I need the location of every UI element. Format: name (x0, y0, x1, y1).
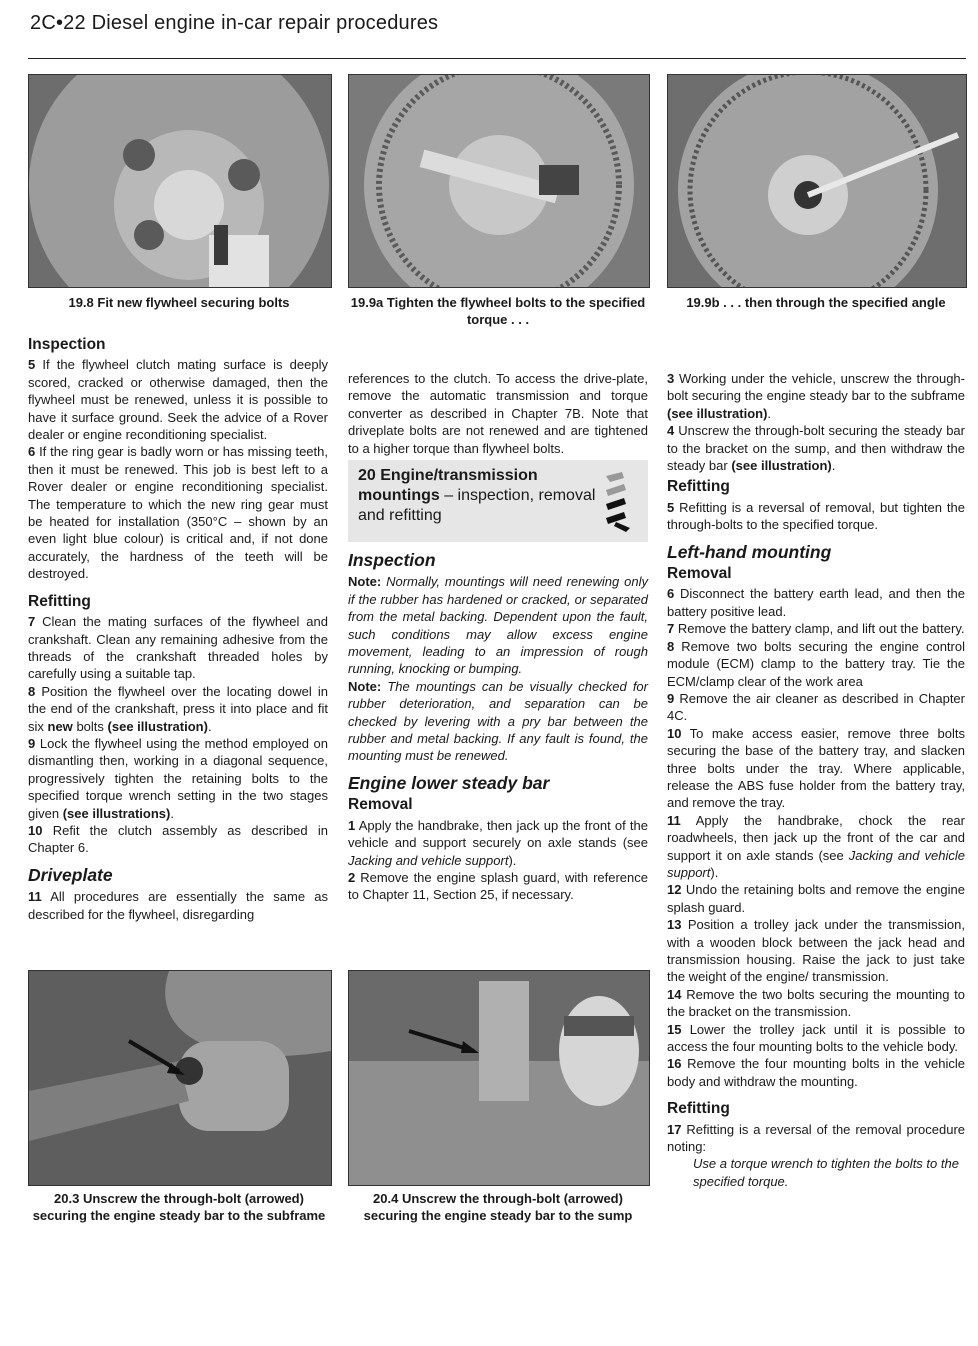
heading-refitting: Refitting (28, 592, 91, 610)
paragraph-20-8: 8 Remove two bolts securing the engine control module (ECM) clamp to the battery tray. Tie the ECM/clamp clear of the work area (667, 638, 965, 689)
caption-20-4: 20.4 Unscrew the through-bolt (arrowed) securing the engine steady bar to the sump (363, 1191, 633, 1223)
text-column-3 (667, 370, 965, 1190)
heading-inspection: Inspection (28, 336, 106, 353)
paragraph-20-6: 6 Disconnect the battery earth lead, and then the battery positive lead. (667, 586, 965, 619)
paragraph-20-7: 7 Remove the battery clamp, and lift out the battery. (667, 621, 965, 637)
heading-inspection-20: Inspection (348, 550, 436, 570)
paragraph-20-11: 11 Apply the handbrake, chock the rear roadwheels, then jack up the front of the car and support it on axle stands (see Jacking and vehicle support). (667, 812, 965, 880)
steady-bar-sump-photo-icon (348, 970, 650, 1186)
paragraph-20-4: 4 Unscrew the through-bolt securing the steady bar to the bracket on the sump, and then withdraw the steady bar (see illustration). (667, 423, 965, 474)
paragraph-11: 11 All procedures are essentially the same as described for the flywheel, disregarding (28, 889, 328, 922)
paragraph-5: 5 If the flywheel clutch mating surface is deeply scored, cracked or otherwise damaged, then the flywheel must be renewed, unless it is possible to have it surface ground. Seek the advice of a Rover dealer or engine reconditioning specialist. (28, 357, 328, 443)
difficulty-spanner-icon (602, 470, 634, 532)
paragraph-20-17-note: Use a torque wrench to tighten the bolts to the specified torque. (693, 1156, 959, 1189)
note-1: Note: Normally, mountings will need renewing only if the rubber has hardened or cracked, or separated from the metal backing. Dependent upon the fault, such conditions may allow excess engine movement, leading to an impression of rough running, knocking or bumping. (348, 574, 648, 677)
caption-19-9a: 19.9a Tighten the flywheel bolts to the specified torque . . . (350, 295, 646, 327)
section-20-header (348, 460, 648, 542)
paragraph-11-continued: references to the clutch. To access the drive-plate, remove the automatic transmission and torque converter as described in Chapter 7B. Note that driveplate bolts are not renewed and are tightened to a higher torque than flywheel bolts. (348, 371, 648, 456)
paragraph-20-10: 10 To make access easier, remove three bolts securing the base of the battery tray, and slacken three bolts under the tray. Where applicable, release the ABS fuse holder from the battery tray, and remove the tray. (667, 725, 965, 811)
paragraph-20-13: 13 Position a trolley jack under the transmission, with a wooden block between the jack head and transmission housing. Raise the jack to just take the weight of the engine/ transmission. (667, 917, 965, 985)
paragraph-10: 10 Refit the clutch assembly as described in Chapter 6. (28, 822, 328, 856)
section-20-title: 20 Engine/transmission mountings – inspection, removal and refitting (358, 467, 596, 524)
flywheel-bolt-photo-icon (28, 74, 332, 288)
flywheel-torque-photo-icon (348, 74, 650, 288)
steady-bar-subframe-photo-icon (28, 970, 332, 1186)
paragraph-20-3: 3 Working under the vehicle, unscrew the through-bolt securing the engine steady bar to the subframe (see illustration). (667, 371, 965, 421)
paragraph-20-5: 5 Refitting is a reversal of removal, but tighten the through-bolts to the specified torque. (667, 499, 965, 533)
paragraph-7: 7 Clean the mating surfaces of the flywheel and crankshaft. Clean any remaining adhesive from the threads of the crankshaft threaded holes by carefully using a suitable tap. (28, 614, 328, 682)
paragraph-20-12: 12 Undo the retaining bolts and remove the engine splash guard. (667, 882, 965, 915)
text-column-1 (28, 336, 328, 923)
header-rule (28, 58, 966, 59)
paragraph-20-14: 14 Remove the two bolts securing the mounting to the bracket on the transmission. (667, 986, 965, 1020)
heading-removal-left: Removal (667, 565, 732, 583)
heading-removal: Removal (348, 796, 413, 814)
caption-19-8: 19.8 Fit new flywheel securing bolts (68, 295, 290, 310)
heading-left-hand-mounting: Left-hand mounting (667, 541, 832, 562)
heading-lower-steady-bar: Engine lower steady bar (348, 772, 550, 793)
caption-20-3: 20.3 Unscrew the through-bolt (arrowed) securing the engine steady bar to the subframe (32, 1191, 326, 1223)
paragraph-9: 9 Lock the flywheel using the method employed on dismantling then, working in a diagonal sequence, progressively tighten the retaining bolts to the specified torque wrench setting in the two stages given (see illustrations). (28, 735, 328, 821)
heading-driveplate: Driveplate (28, 864, 113, 885)
page-header: 2C•22 Diesel engine in-car repair procedures (30, 12, 439, 34)
paragraph-20-17: 17 Refitting is a reversal of the removal procedure noting: (667, 1121, 965, 1155)
paragraph-20-16: 16 Remove the four mounting bolts in the vehicle body and withdraw the mounting. (667, 1056, 965, 1089)
paragraph-20-2: 2 Remove the engine splash guard, with reference to Chapter 11, Section 25, if necessary. (348, 869, 648, 903)
heading-refitting-steady-bar: Refitting (667, 478, 730, 496)
text-column-2a (348, 370, 648, 457)
flywheel-angle-photo-icon (667, 74, 967, 288)
caption-19-9b: 19.9b . . . then through the specified angle (686, 295, 946, 310)
paragraph-20-9: 9 Remove the air cleaner as described in Chapter 4C. (667, 690, 965, 724)
note-2: Note: The mountings can be visually checked for rubber deterioration, and separation can be checked by levering with a pry bar between the rubber and metal backing. If any fault is found, the mounting must be renewed. (348, 678, 648, 764)
text-column-2b (348, 552, 648, 904)
paragraph-8: 8 Position the flywheel over the locating dowel in the end of the crankshaft, press it into place and fit six new bolts (see illustration). (28, 683, 328, 734)
paragraph-20-15: 15 Lower the trolley jack until it is possible to access the four mounting bolts to the vehicle body. (667, 1021, 965, 1055)
heading-refitting-left: Refitting (667, 1100, 730, 1118)
paragraph-6: 6 If the ring gear is badly worn or has missing teeth, then it must be renewed. This job is best left to a Rover dealer or engine reconditioning specialist. The temperature to which the new ring gear must be heated for installation (350°C – shown by an even light blue colour) is critical and, if not done accurately, the hardness of the teeth will be destroyed. (28, 444, 328, 582)
paragraph-20-1: 1 Apply the handbrake, then jack up the front of the vehicle and support securely on axle stands (see Jacking and vehicle support). (348, 817, 648, 868)
